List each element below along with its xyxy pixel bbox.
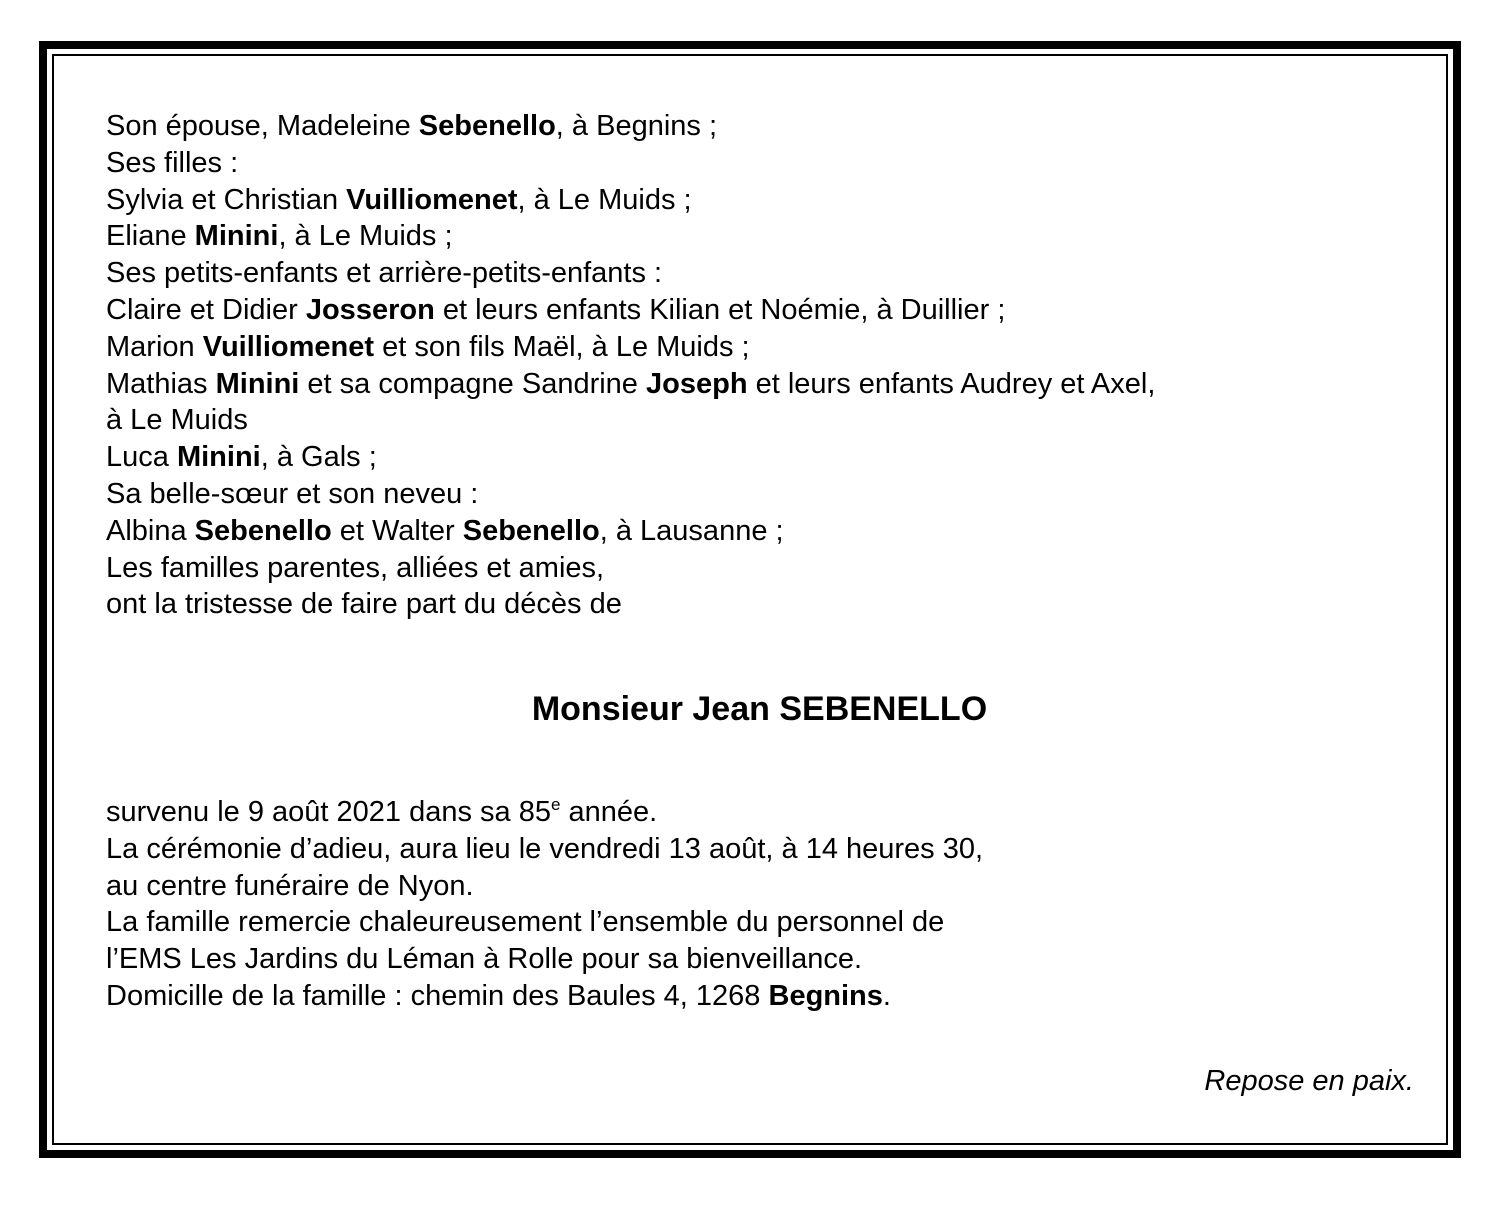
grandchild3-middle: et sa compagne Sandrine — [299, 367, 646, 400]
death-prefix: survenu le 9 août 2021 dans sa 85 — [106, 796, 551, 828]
daughter1-line — [106, 182, 1155, 219]
grandchild1-line — [106, 292, 1155, 329]
grandchildren-heading: Ses petits-enfants et arrière-petits-enfants : — [106, 257, 663, 290]
inlaws-heading: Sa belle-sœur et son neveu : — [106, 477, 479, 510]
spouse-prefix: Son épouse, Madeleine — [106, 110, 419, 142]
grandchild4-surname: Minini — [176, 441, 261, 474]
spouse-surname: Sebenello — [418, 110, 556, 142]
domicile-town: Begnins — [768, 979, 883, 1012]
grandchild1-surname: Josseron — [305, 293, 435, 326]
grandchild3-continuation: à Le Muids — [106, 404, 248, 437]
inlaws-line — [106, 513, 1155, 550]
grandchild1-suffix: et leurs enfants Kilian et Noémie, à Duillier ; — [434, 293, 1006, 326]
daughter1-surname: Vuilliomenet — [346, 183, 518, 216]
thanks-line-2: l’EMS Les Jardins du Léman à Rolle pour sa bienveillance. — [106, 943, 863, 976]
grandchild2-suffix: et son fils Maël, à Le Muids ; — [374, 330, 750, 363]
closing-phrase: Repose en paix. — [1204, 1065, 1414, 1097]
domicile-line — [106, 978, 983, 1015]
daughters-heading: Ses filles : — [106, 146, 239, 179]
grandchild4-prefix: Luca — [106, 441, 177, 474]
grandchild3-suffix: et leurs enfants Audrey et Axel, — [747, 367, 1156, 400]
deceased-name: Monsieur Jean SEBENELLO — [531, 690, 988, 728]
inlaws-surname1: Sebenello — [194, 514, 332, 547]
daughter2-prefix: Eliane — [106, 220, 195, 253]
grandchild3-surname: Minini — [215, 367, 300, 400]
grandchild2-prefix: Marion — [106, 330, 203, 363]
relatives-line: Les familles parentes, alliées et amies, — [106, 551, 605, 584]
grandchild3-prefix: Mathias — [106, 367, 216, 400]
ordinal-superscript: e — [551, 795, 561, 814]
daughter1-suffix: , à Le Muids ; — [517, 183, 692, 216]
daughter2-surname: Minini — [194, 220, 279, 253]
grandchild3-partner-surname: Joseph — [646, 367, 748, 400]
details-block — [106, 794, 983, 1015]
inlaws-prefix: Albina — [106, 514, 195, 547]
death-suffix: année. — [560, 796, 658, 828]
ceremony-line-2: au centre funéraire de Nyon. — [106, 869, 474, 902]
domicile-prefix: Domicille de la famille : chemin des Baules 4, 1268 — [106, 979, 769, 1012]
inlaws-middle: et Walter — [331, 514, 463, 547]
family-list — [106, 108, 1155, 623]
spouse-line — [106, 108, 1155, 145]
daughter2-line — [106, 218, 1155, 255]
grandchild2-surname: Vuilliomenet — [202, 330, 375, 363]
spouse-suffix: , à Begnins ; — [555, 110, 718, 142]
grandchild4-line — [106, 439, 1155, 476]
domicile-suffix: . — [882, 979, 891, 1012]
inlaws-suffix: , à Lausanne ; — [599, 514, 784, 547]
death-line — [106, 794, 983, 831]
grandchild3-line — [106, 366, 1155, 403]
ceremony-line-1: La cérémonie d’adieu, aura lieu le vendredi 13 août, à 14 heures 30, — [106, 832, 984, 865]
grandchild2-line — [106, 329, 1155, 366]
thanks-line-1: La famille remercie chaleureusement l’ensemble du personnel de — [106, 906, 945, 939]
daughter2-suffix: , à Le Muids ; — [278, 220, 453, 253]
inlaws-surname2: Sebenello — [462, 514, 600, 547]
announcement-line: ont la tristesse de faire part du décès de — [106, 588, 622, 621]
grandchild1-prefix: Claire et Didier — [106, 293, 306, 326]
daughter1-prefix: Sylvia et Christian — [106, 183, 347, 216]
grandchild4-suffix: , à Gals ; — [260, 441, 377, 474]
